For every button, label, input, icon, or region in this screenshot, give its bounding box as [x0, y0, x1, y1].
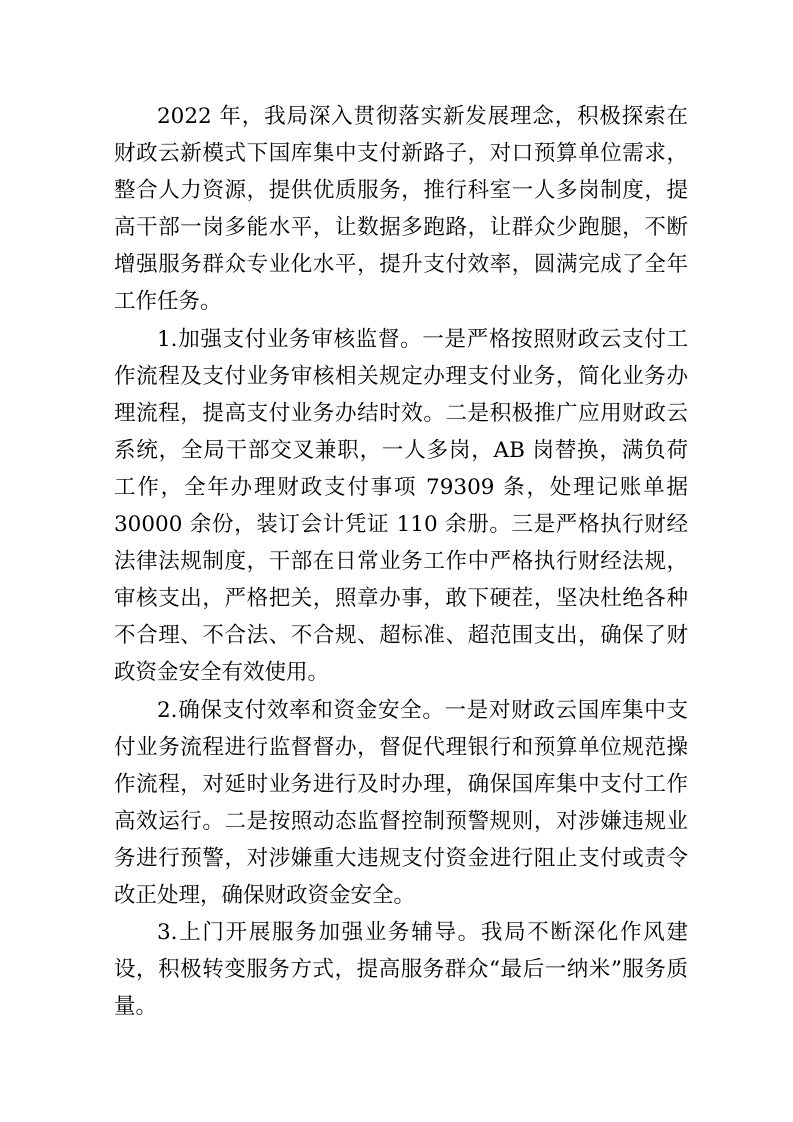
document-body: [114, 98, 688, 1025]
paragraph-section-3: 3.上门开展服务加强业务辅导。我局不断深化作风建设，积极转变服务方式，提高服务群众“最后一纳米”服务质量。: [114, 920, 688, 1020]
paragraph-section-2: 2.确保支付效率和资金安全。一是对财政云国库集中支付业务流程进行监督督办，督促代理银行和预算单位规范操作流程，对延时业务进行及时办理，确保国库集中支付工作高效运行。二是按照动态监督控制预警规则，对涉嫌违规业务进行预警，对涉嫌重大违规支付资金进行阻止支付或责令改正处理，确保财政资金安全。: [114, 697, 688, 908]
paragraph-section-1: 1.加强支付业务审核监督。一是严格按照财政云支付工作流程及支付业务审核相关规定办理支付业务，简化业务办理流程，提高支付业务办结时效。二是积极推广应用财政云系统，全局干部交叉兼职，一人多岗，AB 岗替换，满负荷工作，全年办理财政支付事项 79309 条，处理记账单据 30000 余份，装订会计凭证 110 余册。三是严格执行财经法律法规制度，干部在日常业务工作中严格执行财经法规，审核支出，严格把关，照章办事，敢下硬茬，坚决杜绝各种不合理、不合法、不合规、超标准、超范围支出，确保了财政资金安全有效使用。: [114, 326, 688, 686]
paragraph-intro: 2022 年，我局深入贯彻落实新发展理念，积极探索在财政云新模式下国库集中支付新路子，对口预算单位需求，整合人力资源，提供优质服务，推行科室一人多岗制度，提高干部一岗多能水平，让数据多跑路，让群众少跑腿，不断增强服务群众专业化水平，提升支付效率，圆满完成了全年工作任务。: [114, 104, 688, 315]
